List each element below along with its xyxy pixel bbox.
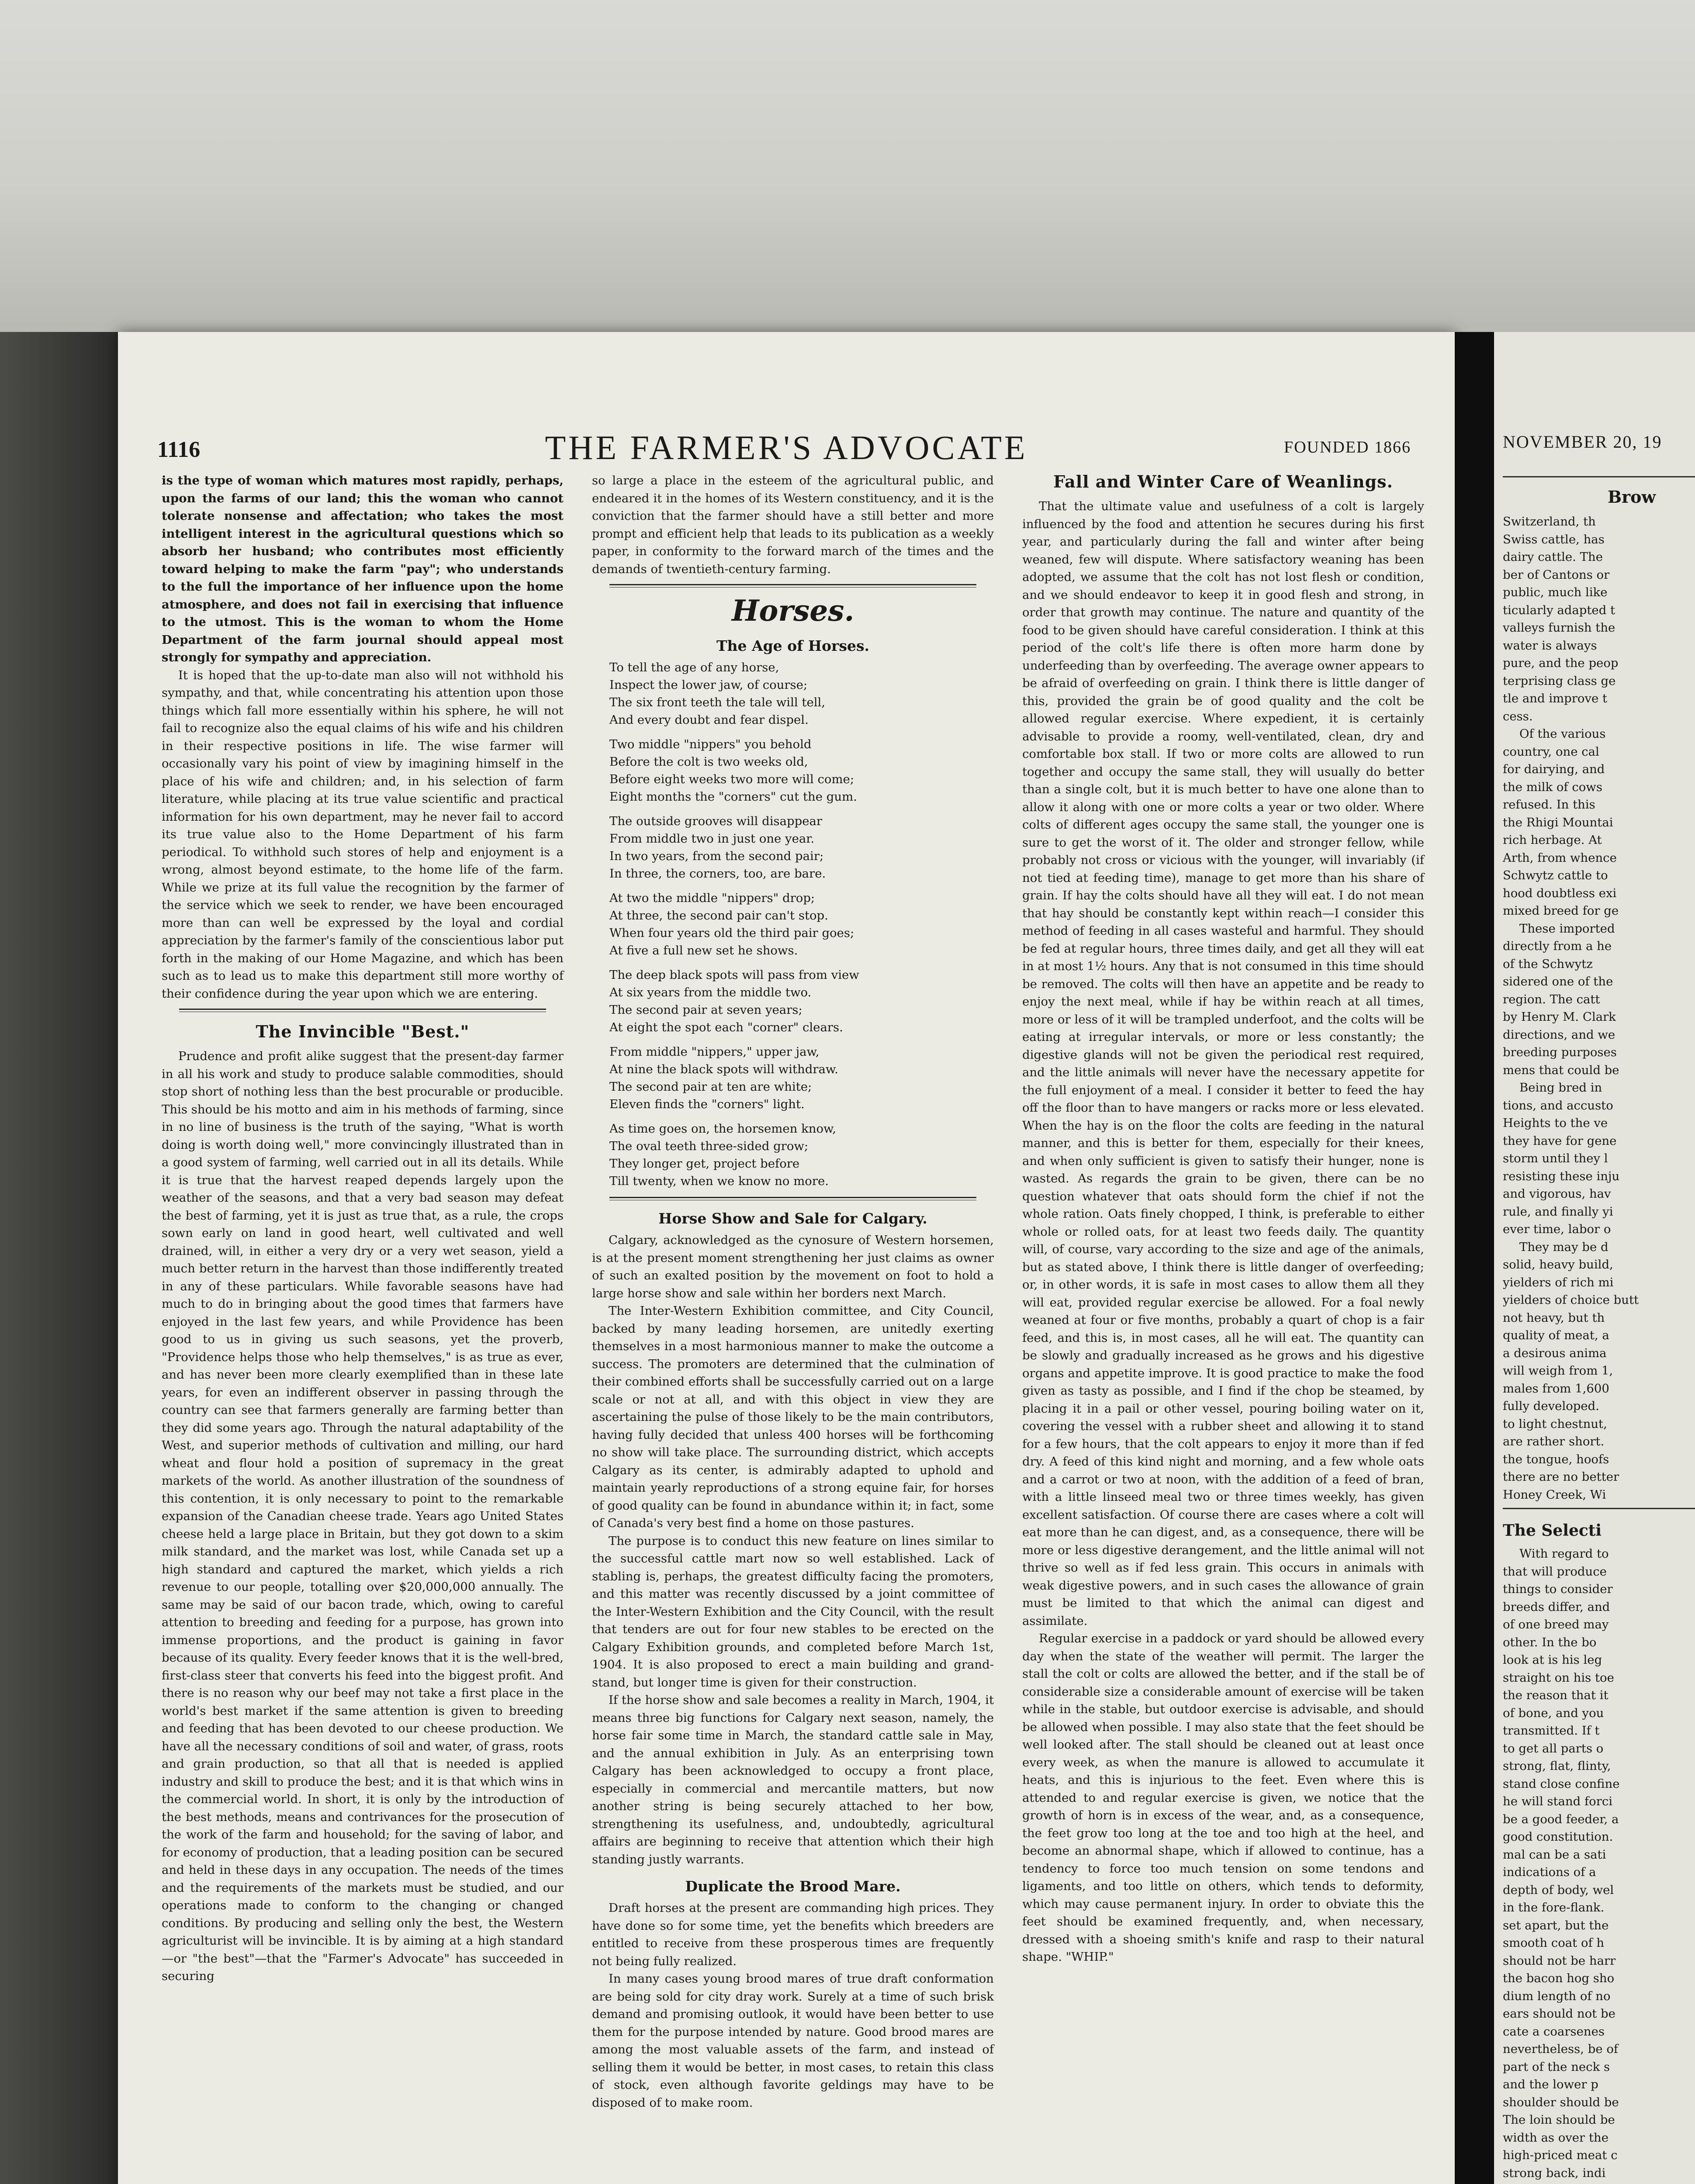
adjacent-text-line: valleys furnish the <box>1503 621 1615 635</box>
adjacent-text-line: not heavy, but th <box>1503 1310 1605 1325</box>
adjacent-text-line: the milk of cows <box>1503 780 1602 794</box>
poem-line: From middle two in just one year. <box>609 832 815 846</box>
adjacent-text-line: of bone, and you <box>1503 1706 1604 1720</box>
adjacent-text-line: straight on his toe <box>1503 1670 1614 1685</box>
adjacent-text-line: public, much like <box>1503 585 1608 599</box>
founded-label: FOUNDED 1866 <box>1283 438 1411 456</box>
poem-stanza <box>609 736 994 805</box>
horse-show-paragraph: Calgary, acknowledged as the cynosure of Western horsemen, is at the present moment strengthening her just claims as owner of such an exalted position by the movement on foot to hold a large horse show and sale within her borders next March. <box>592 1233 994 1300</box>
poem-line: And every doubt and fear dispel. <box>609 713 809 727</box>
adjacent-text-line: sidered one of the <box>1503 975 1613 988</box>
adjacent-text-line: shoulder should be <box>1503 2095 1619 2109</box>
adjacent-paragraph <box>1503 1079 1695 1238</box>
poem-line: At two the middle "nippers" drop; <box>609 891 815 905</box>
adjacent-paragraph <box>1503 1238 1695 1504</box>
adjacent-text-line: country, one cal <box>1503 744 1599 759</box>
adjacent-text-line: should not be harr <box>1503 1953 1616 1968</box>
adjacent-text-line: there are no better <box>1503 1470 1619 1484</box>
poem-line: The second pair at ten are white; <box>609 1080 812 1094</box>
divider <box>1503 1508 1695 1510</box>
poem-line: From middle "nippers," upper jaw, <box>609 1045 820 1059</box>
brood-mare-paragraph: Draft horses at the present are commanding high prices. They have done so for some time, yet the benefits which breeders are entitled to receive from these prosperous times are frequently not being fully realized. <box>592 1901 994 1968</box>
divider <box>179 1009 546 1012</box>
adjacent-text-line: Being bred in <box>1519 1081 1602 1095</box>
article-title-horse-show: Horse Show and Sale for Calgary. <box>658 1210 927 1227</box>
poem-stanza <box>609 812 994 882</box>
adjacent-text-line: dium length of no <box>1503 1989 1611 2003</box>
adjacent-text-line: Schwytz cattle to <box>1503 868 1608 882</box>
adjacent-text-line: Switzerland, th <box>1503 515 1596 529</box>
poem-line: Eleven finds the "corners" light. <box>609 1097 805 1111</box>
weanlings-paragraph: Regular exercise in a paddock or yard should be allowed every day when the state of the weather will permit. The larger the stall the colt or colts are allowed the better, and if the stall be of considerable size a considerable amount of exercise will be taken while in the stable, but outdoor exercise is advisable, and should be allowed when possible. I may also state that the feet should be well looked after. The stall should be cleaned out at least once every week, as when the manure is allowed to accumulate it heats, and this is injurious to the feet. Even where this is attended to and regular exercise is given, we notice that the growth of horn is in excess of the wear, and, as a consequence, the feet grow too long at the toe and too high at the heel, and become an abnormal shape, which if allowed to continue, has a tendency to force too much tension on some tendons and ligaments, and too little on others, which tends to deformity, which may cause permanent injury. In order to obviate this the feet should be examined frequently, and, when necessary, dressed with a shoeing smith's knife and rasp to their natural shape. "WHIP." <box>1022 1631 1424 1964</box>
adjacent-paragraph <box>1503 1545 1695 2184</box>
adjacent-text-line: that will produce <box>1503 1564 1607 1579</box>
adjacent-text-line: directions, and we <box>1503 1027 1615 1042</box>
adjacent-text-line: and vigorous, hav <box>1503 1187 1611 1201</box>
adjacent-text-line: of one breed may <box>1503 1617 1609 1631</box>
adjacent-paragraph <box>1503 513 1695 725</box>
page-number: 1116 <box>157 437 201 462</box>
poem-line: At eight the spot each "corner" clears. <box>609 1020 843 1034</box>
adjacent-text-line: quality of meat, a <box>1503 1328 1609 1342</box>
adjacent-text-line: a desirous anima <box>1503 1346 1607 1360</box>
section-heading-horses: Horses. <box>732 594 854 628</box>
adjacent-text-line: males from 1,600 <box>1503 1381 1609 1396</box>
adjacent-text-line: ticularly adapted t <box>1503 603 1615 617</box>
poem-stanza <box>609 1120 994 1190</box>
poem-stanza <box>609 659 994 729</box>
adjacent-text-line: tle and improve t <box>1503 691 1608 705</box>
scan-background-top <box>0 0 1695 332</box>
horse-show-paragraph: The Inter-Western Exhibition committee, and City Council, backed by many leading horsemen, are unitedly exerting themselves in a most harmonious manner to make the outcome a success. The promoters are determined that the culmination of their combined efforts shall be successfully carried out on a large scale or not at all, and with this object in view they are ascertaining the pulse of those likely to be the main contributors, having fully decided that unless 400 horses will be forthcoming no show will take place. The surrounding district, which accepts Calgary as its center, is admirably adapted to uphold and maintain yearly reproductions of a strong equine fair, for horses of good quality can be found in abundance within it; in fact, some of Canada's very best find a home on those pastures. <box>592 1304 994 1530</box>
poem-line: At six years from the middle two. <box>609 985 812 999</box>
horse-show-paragraph: If the horse show and sale becomes a reality in March, 1904, it means three big functions for Calgary next season, namely, the horse fair some time in March, the standard cattle sale in May, and the annual exhibition in July. As an enterprising town Calgary has been acknowledged to occupy a front place, especially in commercial and mercantile matters, but now another string is being securely attached to her bow, strengthening its usefulness, and, undoubtedly, agricultural affairs are beginning to receive that attention which their high standing justly warrants. <box>592 1693 994 1866</box>
adjacent-page <box>1494 332 1695 2184</box>
adjacent-article-title-2: The Selecti <box>1503 1521 1602 1540</box>
poem-line: In two years, from the second pair; <box>609 849 824 863</box>
poem-line: Two middle "nippers" you behold <box>609 737 812 751</box>
adjacent-text-line: cate a coarsenes <box>1503 2024 1605 2039</box>
poem-line: In three, the corners, too, are bare. <box>609 867 826 881</box>
adjacent-page-column <box>1503 472 1695 2184</box>
adjacent-text-line: region. The catt <box>1503 992 1600 1006</box>
adjacent-text-line: breeds differ, and <box>1503 1600 1610 1614</box>
adjacent-text-line: mens that could be <box>1503 1063 1619 1077</box>
column-2-intro: so large a place in the esteem of the agricultural public, and endeared it in the homes of its Western constituency, and it is the conviction that the farmer should have a still better and more prompt and efficient help that leads to its publication as a weekly paper, in conformity to the forward march of the times and the demands of twentieth-century farming. <box>592 473 994 576</box>
adjacent-text-line: rich herbage. At <box>1503 833 1602 847</box>
adjacent-text-line: and the lower p <box>1503 2077 1598 2091</box>
adjacent-text-line: water is always <box>1503 638 1597 653</box>
column-1 <box>162 472 564 1985</box>
adjacent-text-line: yielders of rich mi <box>1503 1275 1614 1289</box>
adjacent-text-line: stand close confine <box>1503 1776 1620 1791</box>
adjacent-text-line: yielders of choice butt <box>1503 1293 1639 1307</box>
adjacent-text-line: the reason that it <box>1503 1688 1609 1702</box>
adjacent-text-line: ber of Cantons or <box>1503 567 1610 582</box>
adjacent-text-line: depth of body, wel <box>1503 1883 1614 1897</box>
page-header <box>157 428 1415 467</box>
adjacent-paragraph <box>1503 920 1695 1079</box>
poem-line: Before the colt is two weeks old, <box>609 755 808 769</box>
divider <box>1503 476 1695 478</box>
adjacent-text-line: directly from a he <box>1503 939 1612 953</box>
poem-line: The deep black spots will pass from view <box>609 968 859 982</box>
adjacent-text-line: to light chestnut, <box>1503 1417 1607 1431</box>
adjacent-text-line: are rather short. <box>1503 1434 1605 1448</box>
adjacent-text-line: Heights to the ve <box>1503 1116 1608 1130</box>
adjacent-text-line: Swiss cattle, has <box>1503 532 1605 546</box>
adjacent-text-line: resisting these inju <box>1503 1169 1620 1183</box>
adjacent-text-line: high-priced meat c <box>1503 2148 1618 2162</box>
adjacent-text-line: pure, and the peop <box>1503 656 1619 670</box>
divider <box>609 584 976 587</box>
adjacent-text-line: refused. In this <box>1503 798 1595 812</box>
adjacent-text-line: in the fore-flank. <box>1503 1901 1605 1914</box>
article-title-brood-mare: Duplicate the Brood Mare. <box>685 1878 901 1895</box>
adjacent-text-line: for dairying, and <box>1503 762 1605 776</box>
article-title-invincible: The Invincible "Best." <box>256 1022 470 1041</box>
adjacent-text-line: mixed breed for ge <box>1503 904 1619 918</box>
adjacent-text-line: the tongue, hoofs <box>1503 1452 1609 1466</box>
poem-line: Till twenty, when we know no more. <box>609 1174 829 1188</box>
adjacent-text-line: the Rhigi Mountai <box>1503 815 1613 829</box>
adjacent-text-line: the bacon hog sho <box>1503 1971 1615 1985</box>
poem-line: The oval teeth three-sided grow; <box>609 1139 809 1153</box>
poem-title: The Age of Horses. <box>716 637 870 654</box>
poem-line: At nine the black spots will withdraw. <box>609 1062 838 1076</box>
poem-line: Eight months the "corners" cut the gum. <box>609 790 857 804</box>
adjacent-text-line: be a good feeder, a <box>1503 1812 1619 1826</box>
adjacent-text-line: dairy cattle. The <box>1503 550 1603 564</box>
poem-line: At five a full new set he shows. <box>609 943 798 957</box>
adjacent-text-line: by Henry M. Clark <box>1503 1010 1616 1024</box>
adjacent-page-header: NOVEMBER 20, 19 <box>1503 432 1662 452</box>
poem-line: Inspect the lower jaw, of course; <box>609 678 808 692</box>
adjacent-text-line: Arth, from whence <box>1503 850 1617 865</box>
poem-age-of-horses <box>609 659 994 1190</box>
adjacent-text-line: breeding purposes <box>1503 1045 1617 1059</box>
adjacent-text-line: nevertheless, be of <box>1503 2042 1619 2056</box>
adjacent-text-line: These imported <box>1519 921 1615 936</box>
brood-mare-paragraph: In many cases young brood mares of true draft conformation are being sold for city dray work. Surely at a time of such brisk demand and promising outlook, it would have been better to use them for the purpose intended by nature. Good brood mares are among the most valuable assets of the farm, and instead of selling them it would be better, in most cases, to retain this class of stock, even although favorite geldings may have to be disposed of to make room. <box>592 1972 994 2110</box>
poem-line: Before eight weeks two more will come; <box>609 772 854 786</box>
adjacent-text-line: set apart, but the <box>1503 1918 1609 1932</box>
adjacent-text-line: hood doubtless exi <box>1503 886 1617 900</box>
poem-line: The six front teeth the tale will tell, <box>609 695 826 709</box>
adjacent-text-line: tions, and accusto <box>1503 1098 1613 1113</box>
poem-stanza <box>609 966 994 1036</box>
adjacent-text-line: they have for gene <box>1503 1133 1617 1148</box>
adjacent-text-line: other. In the bo <box>1503 1635 1597 1649</box>
column-2 <box>592 472 994 2111</box>
article-title-weanlings: Fall and Winter Care of Weanlings. <box>1053 472 1393 491</box>
adjacent-text-line: look at is his leg <box>1503 1653 1602 1667</box>
home-dept-intro: is the type of woman which matures most rapidly, perhaps, upon the farms of our land; this the woman who cannot tolerate nonsense and affectation; who takes the most intelligent interest in the agricultural questions which so absorb her husband; who contributes most efficiently toward helping to make the farm "pay"; who understands to the full the importance of her influence upon the home atmosphere, and does not fail in exercising that influence to the utmost. This is the woman to whom the Home Department of the farm journal should appeal most strongly for sympathy and appreciation. <box>162 473 564 664</box>
adjacent-text-line: Of the various <box>1519 727 1606 741</box>
adjacent-text-line: ears should not be <box>1503 2007 1615 2021</box>
adjacent-text-line: With regard to <box>1519 1547 1609 1561</box>
adjacent-text-line: ever time, labor o <box>1503 1222 1611 1236</box>
adjacent-text-line: cess. <box>1503 709 1533 723</box>
adjacent-text-line: solid, heavy build, <box>1503 1258 1613 1272</box>
adjacent-text-line: part of the neck s <box>1503 2060 1610 2074</box>
divider <box>609 1197 976 1200</box>
poem-line: To tell the age of any horse, <box>609 660 779 674</box>
masthead: THE FARMER'S ADVOCATE <box>545 429 1028 467</box>
newspaper-page <box>118 332 1455 2184</box>
poem-stanza <box>609 1043 994 1113</box>
binding-gutter <box>1455 332 1494 2184</box>
adjacent-text-line: indications of a <box>1503 1865 1596 1879</box>
adjacent-text-line: things to consider <box>1503 1582 1613 1596</box>
column-3 <box>1022 472 1424 1966</box>
adjacent-text-line: good constitution. <box>1503 1830 1613 1844</box>
adjacent-text-line: strong back, indi <box>1503 2166 1606 2180</box>
poem-line: When four years old the third pair goes; <box>609 926 854 940</box>
adjacent-text-line: transmitted. If t <box>1503 1724 1600 1738</box>
adjacent-text-line: he will stand forci <box>1503 1794 1613 1808</box>
adjacent-text-line: terprising class ge <box>1503 674 1616 688</box>
horse-show-paragraph: The purpose is to conduct this new feature on lines similar to the successful cattle mart now so well established. Lack of stabling is, perhaps, the greatest difficulty facing the promoters, and this matter was recently discussed by a joint committee of the Inter-Western Exhibition and the City Council, with the result that tenders are out for four new stables to be erected on the Calgary Exhibition grounds, and completed before March 1st, 1904. It is also proposed to erect a main building and grand-stand, but longer time is given for their construction. <box>592 1534 994 1690</box>
adjacent-paragraph <box>1503 725 1695 920</box>
adjacent-text-line: width as over the <box>1503 2130 1609 2145</box>
poem-line: They longer get, project before <box>609 1157 800 1171</box>
poem-line: At three, the second pair can't stop. <box>609 909 828 923</box>
article-body-invincible: Prudence and profit alike suggest that the present-day farmer in all his work and study to produce salable commodities, should stop short of nothing less than the best procurable or producible. This should be his motto and aim in his methods of farming, since in no line of business is the truth of the saying, "What is worth doing is worth doing well," more convincingly illustrated than in a good system of farming, well carried out in all its details. While it is true that the harvest reaped depends largely upon the weather of the seasons, and that a very bad season may defeat the best of farming, yet it is just as true that, as a rule, the crops sown early on land in good heart, well cultivated and well drained, will, in either a very dry or a very wet season, yield a much better return in the harvest than those indifferently treated in any of these particulars. While favorable seasons have had much to do in bringing about the good times that farmers have enjoyed in the last few years, and while Providence has been good to us in giving us such seasons, yet the proverb, "Providence helps those who help themselves," is as true as ever, and has never been more clearly exemplified than in these late years, for even an indifferent observer in passing through the country can see that farmers generally are farming better than they did some years ago. Through the natural adaptability of the West, and superior methods of cultivation and milling, our hard wheat and flour hold a position of supremacy in the great markets of the world. As another illustration of the soundness of this contention, it is only necessary to point to the remarkable expansion of the Canadian cheese trade. Years ago United States cheese held a large place in Britain, but they got down to a skim milk standard, and the market was lost, while Canada set up a high standard and captured the market, which yields a rich revenue to our people, totalling over $20,000,000 annually. The same may be said of our bacon trade, which, owing to careful attention to breeding and feeding for a purpose, has grown into immense proportions, and the product is gaining in favor because of its quality. Every feeder knows that it is the well-bred, first-class steer that converts his feed into the biggest profit. And there is no reason why our beef may not take a first place in the world's best market if the same attention is given to breeding and feeding that has been devoted to our cheese production. We have all the necessary conditions of soil and water, of grass, roots and grain production, so that all that is needed is applied industry and skill to produce the best; and it is that which wins in the commercial world. In short, it is only by the introduction of the best methods, means and contrivances for the prosecution of the work of the farm and household; for the saving of labor, and for economy of production, that a leading position can be secured and held in these days in any occupation. The needs of the times and the requirements of the markets must be studied, and our operations made to conform to the changing or changed conditions. By producing and selling only the best, the Western agriculturist will be invincible. It is by aiming at a high standard—or "the best"—that the "Farmer's Advocate" has succeeded in securing <box>162 1049 564 1983</box>
adjacent-text-line: Honey Creek, Wi <box>1503 1487 1606 1502</box>
adjacent-text-line: storm until they l <box>1503 1151 1608 1165</box>
home-dept-paragraph: It is hoped that the up-to-date man also will not withhold his sympathy, and that, while concentrating his attention upon those things which fall more essentially within his sphere, he will not fail to recognize also the equal claims of his wife and his children in their respective positions in life. The wise farmer will occasionally vary his point of view by imagining himself in the place of his wife and children; and, in his selection of farm literature, while placing at its true value scientific and practical information for his own department, may he never fail to accord its true value also to the Home Department of his farm periodical. To withhold such stores of help and enjoyment is a wrong, almost beyond estimate, to the home life of the farm. While we prize at its full value the recognition by the farmer of the service which we seek to render, we have been encouraged more than can well be expressed by the loyal and cordial appreciation by the farmer's family of the conscientious labor put forth in the making of our Home Magazine, and which has been such as to lead us to make this department still more worthy of their confidence during the year upon which we are entering. <box>162 668 564 1001</box>
poem-line: As time goes on, the horsemen know, <box>609 1122 837 1136</box>
adjacent-text-line: smooth coat of h <box>1503 1936 1605 1950</box>
adjacent-text-line: The loin should be <box>1503 2113 1615 2127</box>
adjacent-text-line: of the Schwytz <box>1503 957 1593 971</box>
adjacent-article-title: Brow <box>1608 487 1656 507</box>
adjacent-text-line <box>1503 2182 1695 2184</box>
poem-line: The outside grooves will disappear <box>609 814 823 828</box>
adjacent-text-line: will weigh from 1, <box>1503 1364 1613 1378</box>
weanlings-paragraph: That the ultimate value and usefulness of a colt is largely influenced by the food and attention he secures during his first year, and particularly during the fall and winter after being weaned, few will dispute. Where satisfactory weaning has been adopted, we assume that the colt has not lost flesh or condition, and we should endeavor to keep it in good flesh and strong, in order that growth may continue. The nature and quantity of the food to be given should have careful consideration. I think at this period of the colt's life there is often more harm done by underfeeding than by overfeeding. The average owner appears to be afraid of overfeeding on grain. I think there is little danger of this, provided the grain be of good quality and the colt be allowed regular exercise. Where expedient, it is certainly advisable to provide a roomy, well-ventilated, clean, dry and comfortable box stall. If two or more colts are allowed to run together and occupy the same stall, they will usually do better than a single colt, but it is much better to have one alone than to allow it along with one or more colts a year or two older. Where colts of different ages occupy the same stall, the younger one is sure to get the worst of it. The older and stronger fellow, while probably not cross or vicious with the younger, will invariably (if not tied at feeding time), manage to get more than his share of grain. If hay the colts should have all they will eat. I do not mean that hay should be constantly kept within reach—I consider this method of feeding in all cases wasteful and harmful. They should be fed at regular hours, three times daily, and get all they will eat in at most 1½ hours. Any that is not consumed in this time should be removed. The colts will then have an appetite and be ready to enjoy the next meal, while if hay be within reach at all times, more or less of it will be trampled underfoot, and the colts will be eating at irregular intervals, or more or less constantly; the digestive glands will not be given the periodical rest required, and the little animals will never have the necessary appetite for the full enjoyment of a meal. I consider it better to feed the hay off the floor than to have mangers or racks more or less elevated. When the hay is on the floor the colts are feeding in the natural manner, and this is better for them, especially for their knees, and when only sufficient is given to satisfy their hunger, none is wasted. As regards the grain to be given, there can be no question whatever that oats should form the chief if not the whole ration. Oats finely chopped, I think, is preferable to either whole or rolled oats, for at least two feeds daily. The quantity will, of course, vary according to the size and age of the animals, but as stated above, I think there is little danger of overfeeding; or, in other words, it is safe in most cases to allow them all they will eat, provided regular exercise be allowed. For a foal newly weaned at four or five months, probably a quart of chop is a fair feed, and this is, in most cases, all he will eat. The quantity can be slowly and gradually increased as he grows and his digestive organs and appetite improve. It is good practice to make the food given as tasty as possible, and I find if the chop be steamed, by placing it in a pail or other vessel, pouring boiling water on it, covering the vessel with a rubber sheet and allowing it to stand for a few hours, that the colt appears to enjoy it more than if fed dry. A feed of this kind night and morning, and a few whole oats and a carrot or two at noon, with the addition of a feed of bran, with a little linseed meal two or three times weekly, has given excellent satisfaction. Of course there are cases where a colt will eat more than he can digest, and, as a consequence, there will be more or less digestive derangement, and the little animal will not thrive so well as if fed less grain. This occurs in animals with weak digestive powers, and in such cases the allowance of grain must be limited to that which the animal can digest and assimilate. <box>1022 499 1424 1628</box>
adjacent-text-line: to get all parts o <box>1503 1741 1604 1755</box>
adjacent-text-line: rule, and finally yi <box>1503 1204 1613 1219</box>
poem-stanza <box>609 889 994 959</box>
poem-line: The second pair at seven years; <box>609 1003 803 1017</box>
scan-background-left <box>0 332 118 2184</box>
adjacent-text-line: mal can be a sati <box>1503 1847 1606 1862</box>
adjacent-text-line: They may be d <box>1519 1240 1609 1254</box>
adjacent-text-line: fully developed. <box>1503 1399 1600 1413</box>
adjacent-text-line: strong, flat, flinty, <box>1503 1759 1611 1773</box>
